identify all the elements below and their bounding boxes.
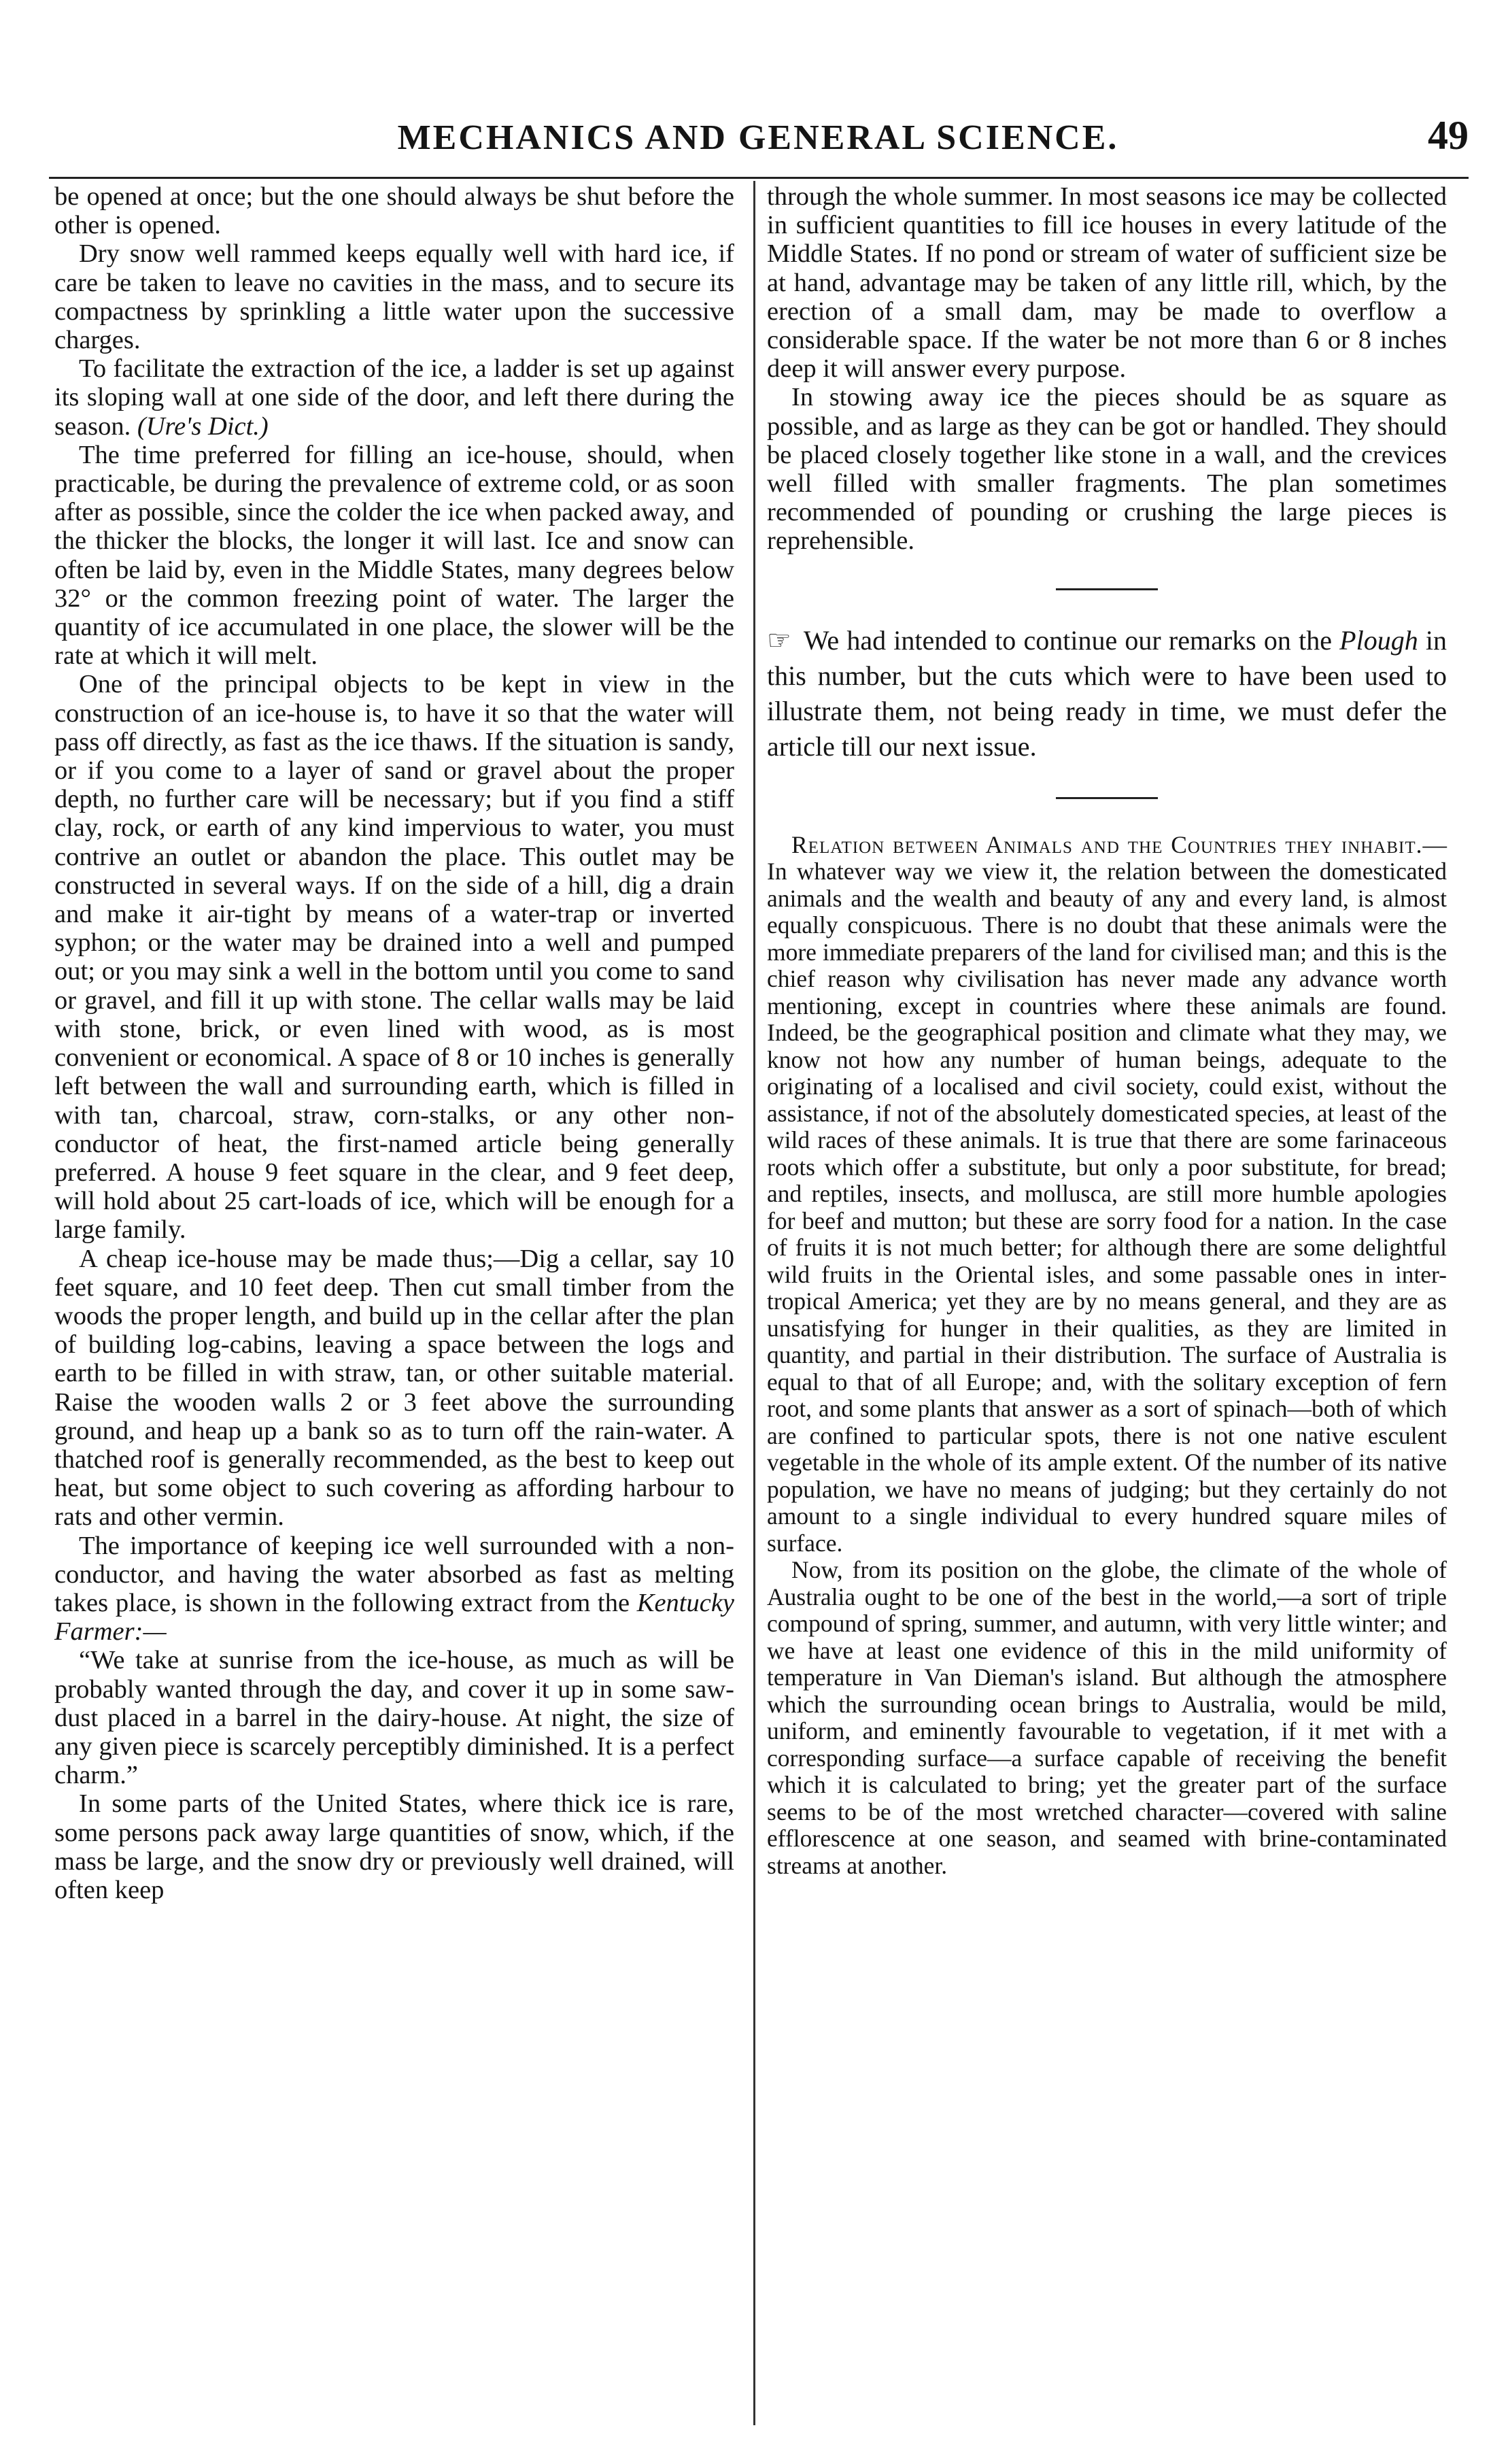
right-column [767,182,1447,1879]
paragraph: In some parts of the United States, where thick ice is rare, some persons pack away large quantities of snow, which, if the mass be large, and the snow dry or previously well drained, will often keep [54,1789,734,1904]
citation: (Ure's Dict.) [137,411,269,441]
pointing-hand-icon: ☞ [767,624,791,656]
quotation: “We take at sunrise from the ice-house, as much as will be probably wanted through the day, and cover it up in some saw-dust placed in a barrel in the dairy-house. At night, the size of any given piece is scarcely perceptibly diminished. It is a perfect charm.” [54,1646,734,1790]
paragraph-text: —In whatever way we view it, the relation between the domesticated animals and the wealth and beauty of any and every land, is almost equally conspicuous. There is no doubt that these animals were the more immediate preparers of the land for civilised man; and this is the chief reason why civilisation has never made any advance worth mentioning, except in countries where these animals are found. Indeed, be the geographical position and climate what they may, we know not how any number of human beings, adequate to the originating of a localised and civil society, could exist, without the assistance, if not of the absolutely domesticated species, at least of the wild races of these animals. It is true that there are some farinaceous roots which offer a substitute, but only a poor substitute, for bread; and reptiles, insects, and mollusca, are still more humble apologies for beef and mutton; but these are sorry food for a nation. In the case of fruits it is not much better; for although there are some delightful wild fruits in the Oriental isles, and some passable ones in inter-tropical America; yet they are by no means general, and they are as unsatisfying for hunger in their qualities, as they are limited in quantity, and partial in their distribution. The surface of Australia is equal to that of all Europe; and, with the solitary exception of fern root, and some plants that answer as a sort of spinach—both of which are confined to particular spots, there is not one native esculent vegetable in the whole of its ample extent. Of the number of its native population, we have no means of judging; but they certainly do not amount to a single individual to every hundred square miles of surface. [767,830,1447,1557]
paragraph-text: To facilitate the extraction of the ice, a ladder is set up against its sloping wall at one side of the door, and left there during the season. [54,354,734,441]
paragraph: be opened at once; but the one should always be shut before the other is opened. [54,182,734,240]
source-title: Kentucky Farmer:— [54,1588,735,1647]
paragraph: Dry snow well rammed keeps equally well with hard ice, if care be taken to leave no cavities in the mass, and to secure its compactness by sprinkling a little water upon the successive charges. [54,239,734,355]
paragraph: In stowing away ice the pieces should be as square as possible, and as large as they can be got or handled. They should be placed closely together like stone in a wall, and the crevices well filled with smaller fragments. The plan sometimes recommended of pounding or crushing the large pieces is reprehensible. [767,383,1447,556]
article-relation-animals [767,832,1447,1880]
notice-plough: Plough [1339,624,1418,656]
paragraph [767,832,1447,1557]
notice-text: in this number, but the cuts which were to have been used to illustrate them, not being ready in time, we must defer the article till our next issue. [767,624,1447,762]
section-divider [1056,797,1158,799]
paragraph: Now, from its position on the globe, the climate of the whole of Australia ought to be one of the best in the world,—a sort of triple compound of spring, summer, and autumn, with very little winter; and we have at least one evidence of this in the mild uniformity of temperature in Van Dieman's island. But although the atmosphere which the surrounding ocean brings to Australia, would be mild, uniform, and eminently favourable to vegetation, if it met with a corresponding surface—a surface capable of receiving the benefit which it is calculated to bring; yet the greater part of the surface seems to be of the most wretched character—covered with saline efflorescence at one season, and seamed with brine-contaminated streams at another. [767,1556,1447,1879]
page-number: 49 [1428,113,1469,158]
header-title: MECHANICS AND GENERAL SCIENCE. [397,118,1119,157]
header-rule [49,177,1469,179]
column-divider [753,181,755,2425]
paragraph: One of the principal objects to be kept in view in the construction of an ice-house is, to have it so that the water will pass off directly, as fast as the ice thaws. If the situation is sandy, or if you come to a layer of sand or gravel about the proper depth, no further care will be necessary; but if you find a stiff clay, rock, or earth of any kind impervious to water, you must contrive an outlet or abandon the place. This outlet may be constructed in several ways. If on the side of a hill, dig a drain and make it air-tight by means of a water-trap or inverted syphon; or the water may be drained into a well and pumped out; or you may sink a well in the bottom until you come to sand or gravel, and fill it up with stone. The cellar walls may be laid with stone, brick, or even lined with wood, as is most convenient or economical. A space of 8 or 10 inches is generally left between the wall and surrounding earth, which is filled in with tan, charcoal, straw, corn-stalks, or any other non-conductor of heat, the first-named article being generally preferred. A house 9 feet square in the clear, and 9 feet deep, will hold about 25 cart-loads of ice, which will be enough for a large family. [54,670,734,1245]
article-title: Relation between Animals and the Countries they inhabit. [791,830,1423,858]
left-column [54,182,734,1904]
paragraph: The time preferred for filling an ice-house, should, when practicable, be during the prevalence of extreme cold, or as soon after as possible, since the colder the ice when packed away, and the thicker the blocks, the longer it will last. Ice and snow can often be laid by, even in the Middle States, many degrees below 32° or the common freezing point of water. The larger the quantity of ice accumulated in one place, the slower will be the rate at which it will melt. [54,440,734,671]
paragraph [54,1532,734,1647]
editorial-notice [767,623,1447,764]
paragraph [54,354,734,441]
paragraph-text: The importance of keeping ice well surrounded with a non-conductor, and having the water absorbed as fast as melting takes place, is shown in the following extract from the [54,1531,734,1617]
paragraph: A cheap ice-house may be made thus;—Dig a cellar, say 10 feet square, and 10 feet deep. Then cut small timber from the woods the proper length, and build up in the cellar after the plan of building log-cabins, leaving a space between the logs and earth to be filled in with straw, tan, or other suitable material. Raise the wooden walls 2 or 3 feet above the surrounding ground, and heap up a bank so as to turn off the rain-water. A thatched roof is generally recommended, as the best to keep out heat, but some object to such covering as affording harbour to rats and other vermin. [54,1244,734,1532]
paragraph: through the whole summer. In most seasons ice may be collected in sufficient quantities to fill ice houses in every latitude of the Middle States. If no pond or stream of water of sufficient size be at hand, advantage may be taken of any little rill, which, by the erection of a small dam, may be made to overflow a considerable space. If the water be not more than 6 or 8 inches deep it will answer every purpose. [767,182,1447,384]
notice-text: We had intended to continue our remarks on the [803,624,1332,656]
section-divider [1056,588,1158,590]
running-head [48,112,1469,167]
